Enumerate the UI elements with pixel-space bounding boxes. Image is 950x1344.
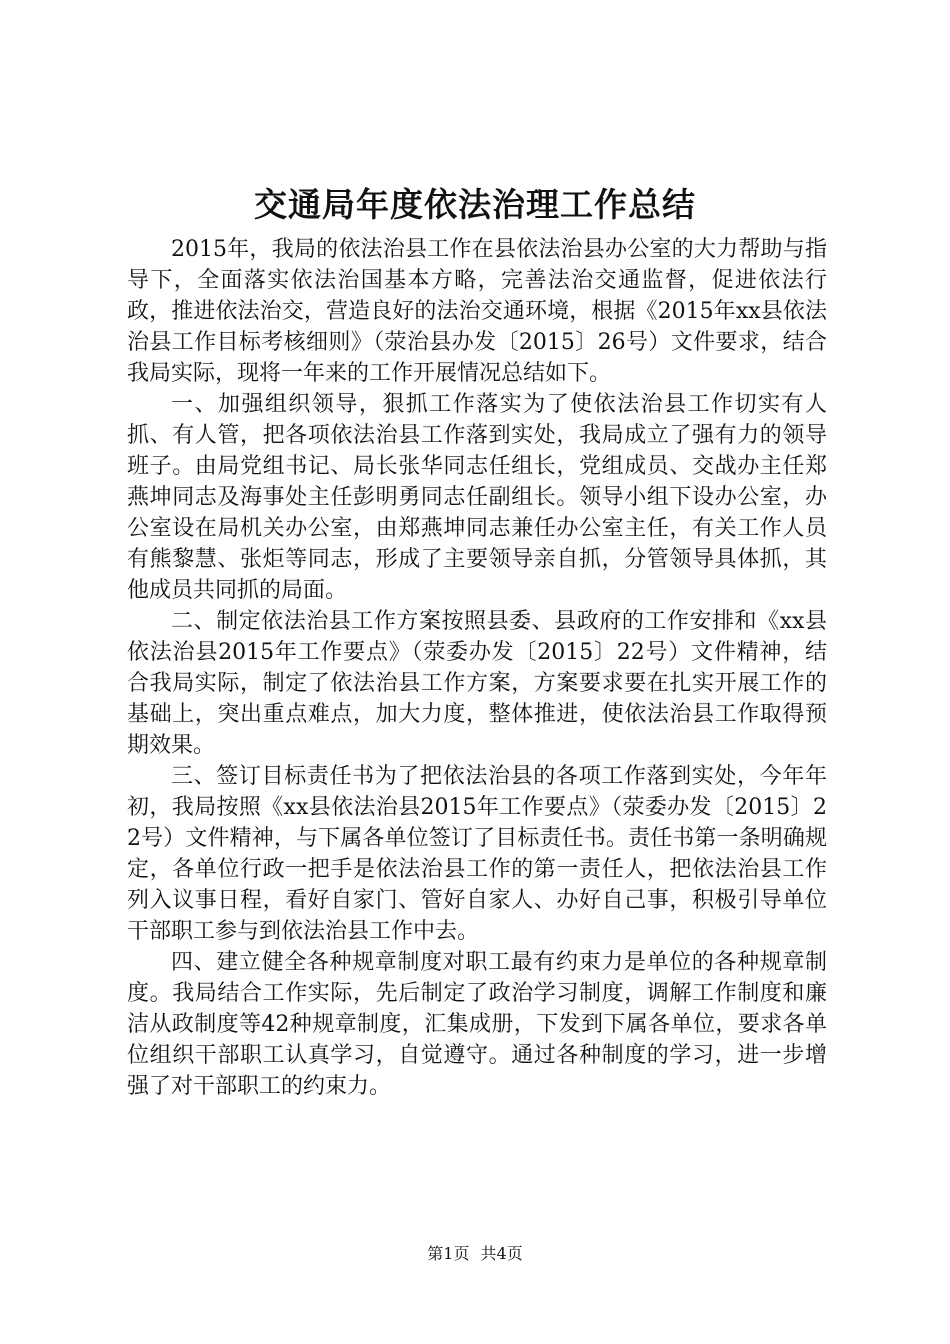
paragraph-section-4: 四、建立健全各种规章制度对职工最有约束力是单位的各种规章制度。我局结合工作实际，先后制定了政治学习制度，调解工作制度和廉洁从政制度等42种规章制度，汇集成册，下发到下属各单位，要求各单位组织干部职工认真学习，自觉遵守。通过各种制度的学习，进一步增强了对干部职工的约束力。 xyxy=(127,950,827,1099)
document-title: 交通局年度依法治理工作总结 xyxy=(254,185,696,224)
document-body xyxy=(127,234,827,1102)
paragraph-section-3: 三、签订目标责任书为了把依法治县的各项工作落到实处，今年年初，我局按照《xx县依法治县2015年工作要点》（荥委办发〔2015〕22号）文件精神，与下属各单位签订了目标责任书。责任书第一条明确规定，各单位行政一把手是依法治县工作的第一责任人，把依法治县工作列入议事日程，看好自家门、管好自家人、办好自己事，积极引导单位干部职工参与到依法治县工作中去。 xyxy=(127,764,827,944)
paragraph-section-1: 一、加强组织领导，狠抓工作落实为了使依法治县工作切实有人抓、有人管，把各项依法治县工作落到实处，我局成立了强有力的领导班子。由局党组书记、局长张华同志任组长，党组成员、交战办主任郑燕坤同志及海事处主任彭明勇同志任副组长。领导小组下设办公室，办公室设在局机关办公室，由郑燕坤同志兼任办公室主任，有关工作人员有熊黎慧、张炬等同志，形成了主要领导亲自抓，分管领导具体抓，其他成员共同抓的局面。 xyxy=(127,392,827,603)
page-number: 第1页 xyxy=(427,1244,470,1263)
page-total: 共4页 xyxy=(480,1244,523,1263)
paragraph-intro: 2015年，我局的依法治县工作在县依法治县办公室的大力帮助与指导下，全面落实依法治国基本方略，完善法治交通监督，促进依法行政，推进依法治交，营造良好的法治交通环境，根据《2015年xx县依法治县工作目标考核细则》（荥治县办发〔2015〕26号）文件要求，结合我局实际，现将一年来的工作开展情况总结如下。 xyxy=(127,237,827,386)
paragraph-section-2: 二、制定依法治县工作方案按照县委、县政府的工作安排和《xx县依法治县2015年工作要点》（荥委办发〔2015〕22号）文件精神，结合我局实际，制定了依法治县工作方案，方案要求要在扎实开展工作的基础上，突出重点难点，加大力度，整体推进，使依法治县工作取得预期效果。 xyxy=(127,609,827,758)
page-footer xyxy=(0,1244,950,1264)
